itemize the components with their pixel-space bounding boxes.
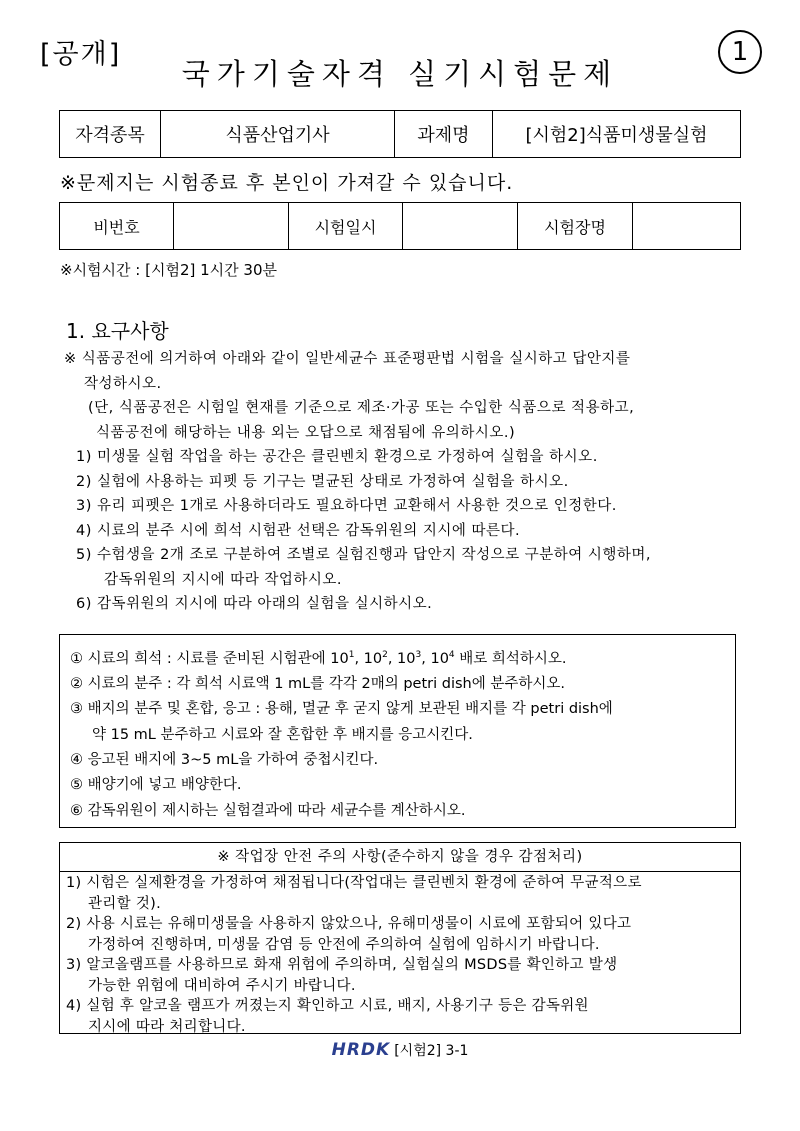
requirement-item-5-cont: 감독위원의 지시에 따라 작업하시오. (104, 571, 343, 588)
footer-page-text: [시험2] 3-1 (394, 1043, 469, 1059)
requirement-intro: ※ 식품공전에 의거하여 아래와 같이 일반세균수 표준평판법 시험을 실시하고 답안지를 (64, 351, 631, 367)
safety-box (59, 842, 741, 1034)
requirement-note-cont: 식품공전에 해당하는 내용 외는 오답으로 채점됨에 유의하시오.) (96, 424, 516, 441)
safety-item-4-cont: 지시에 따라 처리합니다. (88, 1018, 246, 1035)
safety-item-2: 2) 사용 시료는 유해미생물을 사용하지 않았으나, 유해미생물이 시료에 포함되어 있다고 (66, 916, 632, 932)
safety-item-3-cont: 가능한 위험에 대비하여 주시기 바랍니다. (88, 977, 356, 994)
safety-item-1-cont: 관리할 것). (88, 895, 162, 912)
procedure-box (59, 634, 736, 828)
qualification-table (59, 110, 741, 158)
value-exam-site (633, 203, 741, 250)
procedure-step-3-cont: 약 15 mL 분주하고 시료와 잘 혼합한 후 배지를 응고시킨다. (92, 726, 473, 743)
label-candidate-number: 비번호 (60, 203, 174, 250)
requirement-item-5: 5) 수험생을 2개 조로 구분하여 조별로 실험진행과 답안지 작성으로 구분하여 시행하며, (76, 547, 652, 563)
safety-item-4: 4) 실험 후 알코올 램프가 꺼졌는지 확인하고 시료, 배지, 사용기구 등은 감독위원 (66, 998, 589, 1014)
exam-time: ※시험시간 : [시험2] 1시간 30분 (60, 261, 277, 279)
label-task-name: 과제명 (395, 111, 493, 158)
safety-item-3: 3) 알코올램프를 사용하므로 화재 위험에 주의하며, 실험실의 MSDS를 확인하고 발생 (66, 957, 618, 973)
public-tag: [공개] (40, 39, 122, 70)
procedure-step-3: ③ 배지의 분주 및 혼합, 응고 : 용해, 멸균 후 굳지 않게 보관된 배지를 각 petri dish에 (70, 701, 613, 718)
requirement-item-3: 3) 유리 피펫은 1개로 사용하더라도 필요하다면 교환해서 사용한 것으로 인정한다. (76, 498, 617, 514)
requirement-item-1: 1) 미생물 실험 작업을 하는 공간은 클린벤치 환경으로 가정하여 실험을 하시오. (76, 449, 598, 465)
page-number-circle: 1 (718, 30, 762, 74)
safety-item-1: 1) 시험은 실제환경을 가정하여 채점됩니다(작업대는 클린벤치 환경에 준하여 무균적으로 (66, 875, 642, 891)
requirement-item-4: 4) 시료의 분주 시에 희석 시험관 선택은 감독위원의 지시에 따른다. (76, 522, 521, 539)
requirements-list (64, 347, 754, 617)
safety-list (60, 872, 740, 1037)
safety-item-2-cont: 가정하여 진행하며, 미생물 감염 등 안전에 주의하여 실험에 임하시기 바랍니다. (88, 936, 600, 953)
requirement-intro-cont: 작성하시오. (84, 375, 162, 392)
procedure-step-1: ① 시료의 희석 : 시료를 준비된 시험관에 $10^1$, $10^2$, $10^3$, $10^4$ 배로 희석하시오. (70, 650, 567, 667)
label-exam-site: 시험장명 (518, 203, 633, 250)
exam-info-table (59, 202, 741, 250)
procedure-step-4: ④ 응고된 배지에 3~5 mL을 가하여 중첩시킨다. (70, 752, 379, 769)
section-title: 1. 요구사항 (66, 319, 169, 343)
requirement-note: (단, 식품공전은 시험일 현재를 기준으로 제조·가공 또는 수입한 식품으로 적용하고, (88, 400, 635, 416)
hrdk-logo: HRDK (331, 1040, 391, 1060)
requirement-item-2: 2) 실험에 사용하는 피펫 등 기구는 멸균된 상태로 가정하여 실험을 하시오. (76, 473, 569, 490)
value-exam-datetime (403, 203, 518, 250)
safety-header: ※ 작업장 안전 주의 사항(준수하지 않을 경우 감점처리) (60, 843, 740, 872)
value-task-name: [시험2]식품미생물실험 (493, 111, 741, 158)
page-footer (0, 1040, 800, 1060)
label-qualification: 자격종목 (60, 111, 161, 158)
procedure-step-6: ⑥ 감독위원이 제시하는 실험결과에 따라 세균수를 계산하시오. (70, 802, 466, 819)
page-title: 국가기술자격 실기시험문제 (181, 57, 619, 91)
take-home-notice: ※문제지는 시험종료 후 본인이 가져갈 수 있습니다. (60, 172, 514, 194)
requirement-item-6: 6) 감독위원의 지시에 따라 아래의 실험을 실시하시오. (76, 596, 433, 612)
label-exam-datetime: 시험일시 (289, 203, 403, 250)
procedure-step-2: ② 시료의 분주 : 각 희석 시료액 1 mL를 각각 2매의 petri dish에 분주하시오. (70, 676, 565, 693)
procedure-step-5: ⑤ 배양기에 넣고 배양한다. (70, 777, 242, 794)
value-candidate-number (174, 203, 289, 250)
value-qualification: 식품산업기사 (161, 111, 395, 158)
